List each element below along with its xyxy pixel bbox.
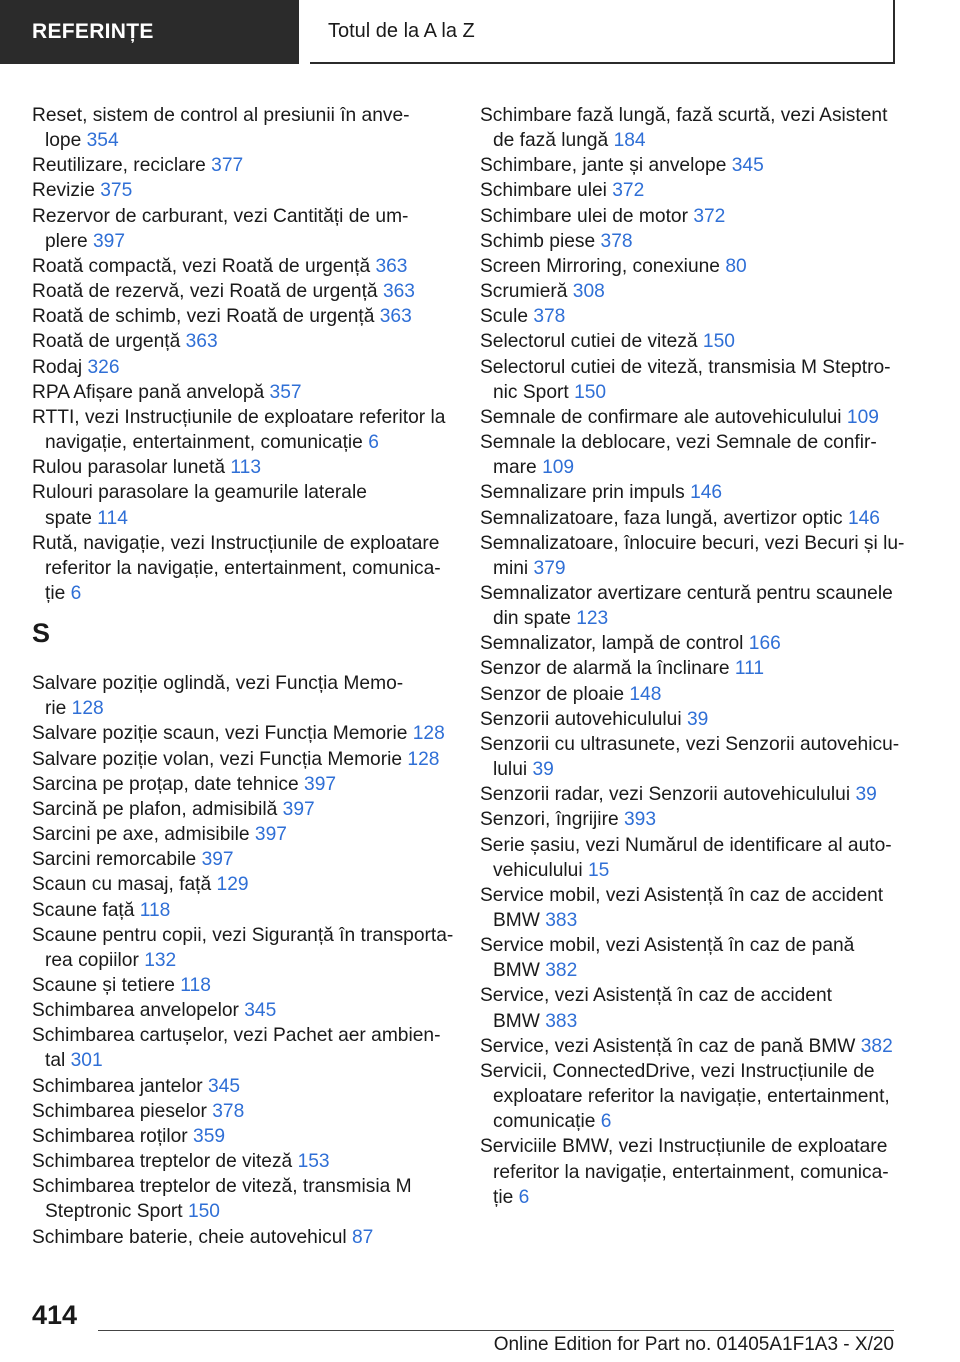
- index-entry-term: Service, vezi Asistență în caz de accident: [480, 985, 832, 1007]
- page-reference-link[interactable]: 363: [375, 255, 408, 277]
- page-reference-link[interactable]: 393: [623, 809, 656, 831]
- index-entry-continuation: [32, 581, 452, 606]
- index-entry-term: Schimbarea treptelor de viteză, transmisia M: [32, 1176, 412, 1198]
- index-entry: [480, 707, 900, 732]
- page-reference-link[interactable]: 354: [86, 130, 119, 152]
- index-entry-continuation: [480, 908, 900, 933]
- footer-edition: Online Edition for Part no. 01405A1F1A3 - X/20: [493, 1334, 894, 1355]
- page-reference-link[interactable]: 363: [379, 306, 412, 328]
- index-entry-term: Sarcini pe axe, admisibile: [32, 824, 250, 846]
- page-reference-link[interactable]: 379: [533, 557, 566, 579]
- page-reference-link[interactable]: 397: [282, 798, 315, 820]
- page-reference-link[interactable]: 363: [185, 331, 218, 353]
- index-entry: [480, 883, 900, 908]
- page-reference-link[interactable]: 382: [545, 960, 578, 982]
- index-entry-term: Semnalizator avertizare centură pentru scaunele: [480, 582, 893, 604]
- index-entry-term: Senzorii autovehiculului: [480, 708, 682, 730]
- index-group-r: [32, 103, 452, 606]
- page-reference-link[interactable]: 308: [572, 281, 605, 303]
- page-reference-link[interactable]: 6: [518, 1186, 530, 1208]
- page-reference-link[interactable]: 39: [686, 708, 709, 730]
- page-reference-link[interactable]: 184: [613, 130, 646, 152]
- index-column-right: [480, 103, 905, 1210]
- page-reference-link[interactable]: 132: [144, 949, 177, 971]
- page-reference-link[interactable]: 39: [855, 784, 877, 806]
- page-reference-link[interactable]: 80: [725, 255, 747, 277]
- page-reference-link[interactable]: 6: [70, 582, 82, 604]
- index-entry: [32, 1149, 452, 1174]
- index-entry-term: Sarcina pe proțap, date tehnice: [32, 773, 299, 795]
- index-entry-term: Schimbarea treptelor de viteză: [32, 1151, 293, 1173]
- index-entry: [480, 983, 900, 1008]
- index-entry-term: referitor la navigație, entertainment, comunica-: [45, 557, 441, 579]
- page-reference-link[interactable]: 345: [208, 1075, 241, 1097]
- index-entry-continuation: [480, 1160, 900, 1185]
- index-entry: [32, 279, 452, 304]
- page-reference-link[interactable]: 150: [574, 381, 607, 403]
- page-reference-link[interactable]: 382: [860, 1035, 893, 1057]
- page-reference-link[interactable]: 118: [139, 899, 171, 921]
- index-entry: [480, 229, 900, 254]
- index-entry: [32, 973, 452, 998]
- page-reference-link[interactable]: 301: [70, 1050, 103, 1072]
- page-reference-link[interactable]: 397: [304, 773, 337, 795]
- index-entry-term: mini: [493, 557, 529, 579]
- index-entry-term: Scrumieră: [480, 281, 568, 303]
- index-entry: [32, 822, 452, 847]
- index-entry-term: nic Sport: [493, 381, 569, 403]
- page-reference-link[interactable]: 87: [352, 1226, 374, 1248]
- index-entry-term: Schimbarea cartușelor, vezi Pachet aer ambien-: [32, 1025, 441, 1047]
- index-entry: [480, 581, 900, 606]
- index-entry-term: Selectorul cutiei de viteză: [480, 331, 698, 353]
- index-entry-term: Roată de urgență: [32, 331, 181, 353]
- index-entry: [480, 506, 900, 531]
- index-entry-term: Serviciile BMW, vezi Instrucțiunile de exploatare: [480, 1136, 888, 1158]
- index-entry-term: Schimbarea roților: [32, 1125, 188, 1147]
- index-entry-term: Service, vezi Asistență în caz de pană BMW: [480, 1035, 856, 1057]
- page-reference-link[interactable]: 146: [847, 507, 880, 529]
- page-reference-link[interactable]: 111: [734, 658, 765, 680]
- index-entry: [480, 329, 900, 354]
- chapter-title: Totul de la A la Z: [328, 19, 475, 42]
- index-entry-term: ție: [45, 582, 66, 604]
- index-entry-term: Senzor de alarmă la înclinare: [480, 658, 730, 680]
- index-entry: [32, 1124, 452, 1149]
- index-entry-term: Screen Mirroring, conexiune: [480, 255, 720, 277]
- page-reference-link[interactable]: 128: [407, 748, 440, 770]
- index-entry: [32, 204, 452, 229]
- index-entry-term: Scaune pentru copii, vezi Siguranță în transporta-: [32, 924, 454, 946]
- index-entry-term: Roată de rezervă, vezi Roată de urgență: [32, 281, 378, 303]
- index-entry-continuation: [32, 1199, 452, 1224]
- page-reference-link[interactable]: 123: [576, 608, 609, 630]
- page-reference-link[interactable]: 129: [216, 874, 249, 896]
- index-entry-term: Sarcini remorcabile: [32, 849, 197, 871]
- index-entry-term: rie: [45, 698, 67, 720]
- index-entry-term: Salvare poziție oglindă, vezi Funcția Memo-: [32, 673, 404, 695]
- index-entry: [480, 732, 900, 757]
- index-entry: [32, 355, 452, 380]
- index-entry-term: RTTI, vezi Instrucțiunile de exploatare referitor la: [32, 406, 446, 428]
- index-entry-term: Rută, navigație, vezi Instrucțiunile de exploatare: [32, 532, 440, 554]
- index-entry: [32, 254, 452, 279]
- index-entry: [32, 153, 452, 178]
- index-entry: [32, 1074, 452, 1099]
- index-entry: [480, 279, 900, 304]
- index-entry-term: Scaun cu masaj, față: [32, 874, 212, 896]
- index-entry: [32, 405, 452, 430]
- index-entry: [480, 480, 900, 505]
- page-reference-link[interactable]: 109: [542, 457, 575, 479]
- index-entry-continuation: [480, 380, 900, 405]
- index-entry: [32, 103, 452, 128]
- page-reference-link[interactable]: 15: [587, 859, 610, 881]
- index-entry: [480, 103, 900, 128]
- page-reference-link[interactable]: 146: [690, 482, 723, 504]
- index-entry-continuation: [480, 128, 900, 153]
- index-entry-term: Schimbare fază lungă, fază scurtă, vezi Asistent: [480, 105, 888, 126]
- index-entry: [32, 304, 452, 329]
- index-entry-term: Reset, sistem de control al presiunii în anve-: [32, 105, 410, 126]
- index-entry-continuation: [480, 455, 900, 480]
- index-entry: [480, 631, 900, 656]
- index-entry-term: tal: [45, 1050, 66, 1072]
- index-entry: [480, 531, 905, 556]
- index-entry: [480, 782, 900, 807]
- index-entry-continuation: [32, 506, 452, 531]
- index-letter-heading: S: [32, 618, 51, 649]
- index-entry: [32, 178, 452, 203]
- index-entry-term: Serie șasiu, vezi Numărul de identificare al auto-: [480, 834, 892, 856]
- index-entry-term: comunicație: [493, 1111, 596, 1133]
- index-entry-continuation: [32, 229, 452, 254]
- index-entry-term: referitor la navigație, entertainment, comunica-: [493, 1161, 889, 1183]
- page-reference-link[interactable]: 326: [87, 356, 120, 378]
- index-entry-term: ție: [493, 1186, 514, 1208]
- index-entry: [32, 1099, 452, 1124]
- page-reference-link[interactable]: 397: [201, 849, 234, 871]
- index-entry-continuation: [480, 1084, 900, 1109]
- index-entry-term: RPA Afișare pană anvelopă: [32, 381, 265, 403]
- page-reference-link[interactable]: 363: [382, 281, 415, 303]
- index-entry: [480, 204, 900, 229]
- index-entry-continuation: [32, 1048, 452, 1073]
- index-entry-term: Senzorii radar, vezi Senzorii autovehiculului: [480, 784, 851, 806]
- section-title: REFERINȚE: [32, 20, 154, 43]
- index-entry-term: Schimbarea pieselor: [32, 1100, 207, 1122]
- index-entry-term: Selectorul cutiei de viteză, transmisia M Steptro-: [480, 356, 891, 378]
- index-entry: [480, 355, 900, 380]
- index-entry: [480, 304, 900, 329]
- index-entry-term: Sarcină pe plafon, admisibilă: [32, 798, 278, 820]
- index-entry-term: Rodaj: [32, 356, 83, 378]
- page-reference-link[interactable]: 128: [71, 698, 104, 720]
- index-entry: [480, 1059, 900, 1084]
- index-entry-continuation: [480, 1185, 900, 1210]
- index-entry: [480, 405, 900, 430]
- index-entry: [480, 807, 900, 832]
- page-reference-link[interactable]: 150: [702, 331, 735, 353]
- index-entry: [32, 923, 452, 948]
- index-entry: [32, 531, 452, 556]
- page-reference-link[interactable]: 375: [100, 180, 133, 202]
- index-entry-term: vehiculului: [493, 859, 583, 881]
- index-entry-continuation: [480, 757, 900, 782]
- page-reference-link[interactable]: 359: [193, 1125, 226, 1147]
- index-entry-term: BMW: [493, 960, 540, 982]
- index-entry: [32, 772, 452, 797]
- index-entry-term: Senzor de ploaie: [480, 683, 625, 705]
- index-entry-continuation: [480, 1009, 900, 1034]
- index-entry-term: mare: [493, 457, 537, 479]
- index-entry: [32, 747, 452, 772]
- index-entry-term: BMW: [493, 910, 540, 931]
- index-entry-term: Roată de schimb, vezi Roată de urgență: [32, 306, 375, 328]
- index-entry-term: Servicii, ConnectedDrive, vezi Instrucțiunile de: [480, 1060, 875, 1082]
- index-entry-continuation: [480, 858, 900, 883]
- page-number: 414: [32, 1300, 78, 1330]
- index-entry: [32, 380, 452, 405]
- index-entry: [32, 721, 452, 746]
- index-entry: [32, 1023, 452, 1048]
- page-reference-link[interactable]: 113: [230, 457, 262, 479]
- page-reference-link[interactable]: 150: [187, 1201, 220, 1223]
- index-entry-continuation: [32, 556, 452, 581]
- page-reference-link[interactable]: 128: [412, 723, 445, 745]
- chapter-header: [310, 0, 895, 64]
- page-reference-link[interactable]: 378: [212, 1100, 245, 1122]
- page-reference-link[interactable]: 372: [612, 180, 645, 202]
- index-entry: [32, 1174, 452, 1199]
- index-entry-term: Semnale de confirmare ale autovehiculului: [480, 406, 842, 428]
- index-entry-continuation: [480, 958, 900, 983]
- index-entry-continuation: [480, 556, 900, 581]
- index-entry-term: BMW: [493, 1010, 540, 1032]
- index-entry-term: Scaune față: [32, 899, 135, 921]
- index-entry: [32, 329, 452, 354]
- page-reference-link[interactable]: 118: [180, 975, 211, 996]
- page-reference-link[interactable]: 383: [545, 910, 578, 931]
- index-entry: [480, 682, 900, 707]
- index-entry-continuation: [32, 128, 452, 153]
- page-reference-link[interactable]: 114: [97, 507, 128, 529]
- index-entry: [480, 1034, 900, 1059]
- page-reference-link[interactable]: 378: [600, 230, 633, 252]
- index-entry-term: Schimbare ulei: [480, 180, 607, 202]
- index-entry: [32, 898, 452, 923]
- index-entry-term: Schimbare, jante și anvelope: [480, 155, 727, 177]
- index-entry-term: plere: [45, 230, 88, 252]
- index-entry-term: Schimbarea anvelopelor: [32, 1000, 239, 1022]
- page-reference-link[interactable]: 345: [731, 155, 764, 177]
- index-group-s: [32, 671, 452, 1250]
- page-reference-link[interactable]: 372: [693, 205, 726, 227]
- index-entry-term: spate: [45, 507, 92, 529]
- index-entry: [32, 671, 452, 696]
- page-reference-link[interactable]: 6: [368, 432, 379, 454]
- index-entry-term: rea copiilor: [45, 949, 139, 971]
- index-entry-term: lului: [493, 759, 528, 781]
- index-entry-term: Salvare poziție volan, vezi Funcția Memorie: [32, 748, 403, 770]
- index-entry-continuation: [480, 606, 900, 631]
- index-entry-continuation: [480, 1109, 900, 1134]
- index-entry-continuation: [32, 696, 452, 721]
- index-entry-term: Steptronic Sport: [45, 1201, 183, 1223]
- index-entry: [32, 797, 452, 822]
- index-entry: [480, 833, 900, 858]
- page-reference-link[interactable]: 39: [532, 759, 554, 781]
- index-entry-term: exploatare referitor la navigație, entertainment,: [493, 1086, 890, 1108]
- index-entry-continuation: [32, 430, 452, 455]
- page-reference-link[interactable]: 166: [748, 633, 781, 655]
- index-entry-term: Scaune și tetiere: [32, 975, 175, 996]
- index-entry-term: Salvare poziție scaun, vezi Funcția Memorie: [32, 723, 408, 745]
- index-entry-term: Semnalizatoare, înlocuire becuri, vezi Becuri și lu-: [480, 532, 905, 554]
- page-reference-link[interactable]: 397: [254, 824, 287, 846]
- index-entry-term: Rezervor de carburant, vezi Cantități de um-: [32, 205, 409, 227]
- index-entry-term: Senzori, îngrijire: [480, 809, 619, 831]
- index-entry-term: Service mobil, vezi Asistență în caz de pană: [480, 935, 855, 957]
- index-entry: [480, 1134, 900, 1159]
- index-entry-term: din spate: [493, 608, 571, 630]
- index-entry-term: Roată compactă, vezi Roată de urgență: [32, 255, 371, 277]
- page-reference-link[interactable]: 397: [93, 230, 126, 252]
- page-reference-link[interactable]: 6: [600, 1111, 612, 1133]
- index-entry: [480, 153, 900, 178]
- page-reference-link[interactable]: 345: [244, 1000, 277, 1022]
- index-column-left: [32, 103, 452, 1250]
- page-reference-link[interactable]: 357: [269, 381, 302, 403]
- index-entry-continuation: [32, 948, 452, 973]
- index-entry: [32, 480, 452, 505]
- index-entry: [480, 178, 900, 203]
- index-entry: [32, 998, 452, 1023]
- page-reference-link[interactable]: 153: [297, 1151, 330, 1173]
- index-entry-term: Schimbare ulei de motor: [480, 205, 688, 227]
- footer-divider: [98, 1330, 894, 1331]
- index-entry-term: Semnalizator, lampă de control: [480, 633, 744, 655]
- index-entry-term: Rulouri parasolare la geamurile laterale: [32, 482, 367, 504]
- index-entry: [480, 254, 900, 279]
- index-entry-term: navigație, entertainment, comunicație: [45, 432, 363, 454]
- page-reference-link[interactable]: 109: [846, 406, 879, 428]
- index-entry-term: Semnalizare prin impuls: [480, 482, 685, 504]
- index-entry-term: Service mobil, vezi Asistență în caz de accident: [480, 884, 884, 906]
- index-entry: [32, 847, 452, 872]
- index-entry-term: Rulou parasolar lunetă: [32, 457, 226, 479]
- page-reference-link[interactable]: 148: [629, 683, 662, 705]
- index-entry-term: lope: [45, 130, 82, 152]
- index-entry-term: de fază lungă: [493, 130, 609, 152]
- index-entry-term: Scule: [480, 306, 528, 328]
- index-entry: [32, 455, 452, 480]
- index-entry-term: Schimbarea jantelor: [32, 1075, 203, 1097]
- index-entry: [32, 1225, 452, 1250]
- index-entry: [480, 933, 900, 958]
- index-entry-term: Schimbare baterie, cheie autovehicul: [32, 1226, 347, 1248]
- index-entry-term: Reutilizare, reciclare: [32, 155, 206, 177]
- page-reference-link[interactable]: 378: [533, 306, 566, 328]
- page-reference-link[interactable]: 377: [211, 155, 244, 177]
- section-tab: [0, 0, 299, 64]
- index-entry-term: Revizie: [32, 180, 95, 202]
- index-entry-term: Schimb piese: [480, 230, 596, 252]
- index-entry-term: Semnalizatoare, faza lungă, avertizor optic: [480, 507, 843, 529]
- index-group-s-continued: [480, 103, 905, 1210]
- index-entry: [480, 656, 900, 681]
- index-entry-term: Semnale la deblocare, vezi Semnale de confir-: [480, 432, 877, 454]
- index-entry: [480, 430, 900, 455]
- page-reference-link[interactable]: 383: [545, 1010, 578, 1032]
- index-entry-term: Senzorii cu ultrasunete, vezi Senzorii autovehicu-: [480, 733, 900, 755]
- index-entry: [32, 872, 452, 897]
